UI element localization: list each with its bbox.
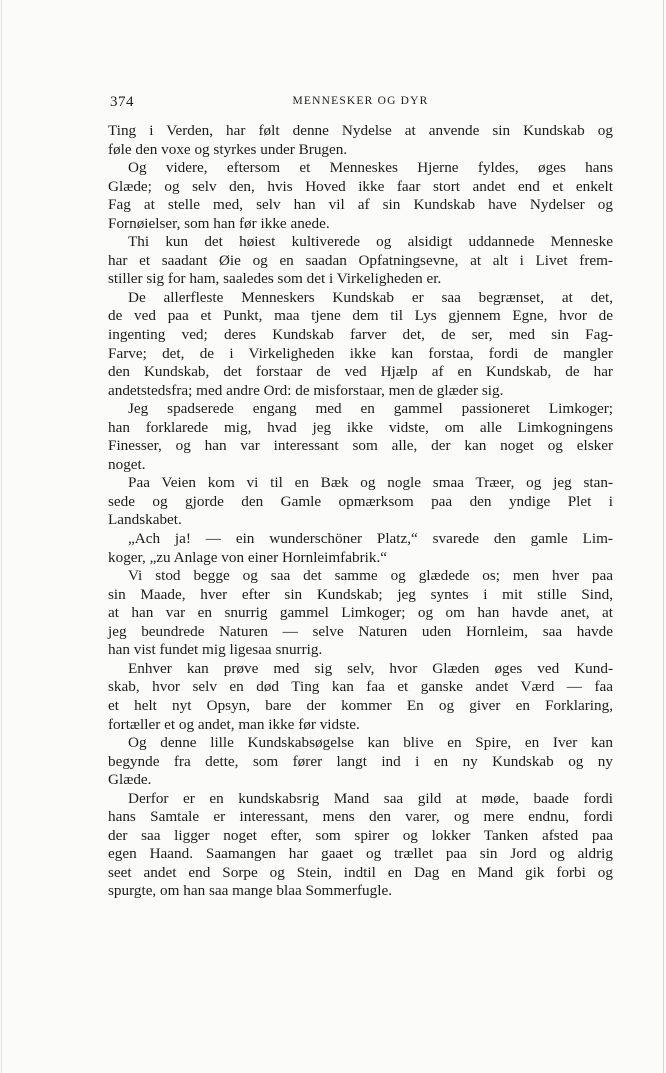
text-line: et helt nyt Opsyn, bare der kommer En og giver en Forklaring, [108, 696, 613, 714]
paragraph [108, 567, 613, 660]
text-line: seet andet end Sorpe og Stein, indtil en Dag en Mand gik forbi og [108, 863, 613, 881]
page-header [108, 94, 613, 112]
text-line: stiller sig for ham, saaledes som det i Virkeligheden er. [108, 270, 442, 288]
text-line: den Kundskab, det forstaar de ved Hjælp af en Kundskab, de har [108, 363, 613, 381]
text-line: Glæde; og selv den, hvis Hoved ikke faar stort andet end et enkelt [108, 177, 613, 195]
text-line: at han var en snurrig gammel Limkoger; og om han havde anet, at [108, 604, 613, 622]
text-line: jeg beundrede Naturen — selve Naturen uden Hornleim, saa havde [108, 622, 613, 640]
paragraph [108, 159, 613, 233]
page-edge-left [1, 0, 2, 1073]
text-line: Thi kun det høiest kultiverede og alsidigt uddannede Menneske [128, 233, 613, 251]
text-line: koger, „zu Anlage von einer Hornleimfabrik.“ [108, 548, 387, 566]
text-line: Glæde. [108, 771, 152, 789]
text-line: Og videre, eftersom et Menneskes Hjerne fyldes, øges hans [128, 159, 613, 177]
text-line: Ting i Verden, har følt denne Nydelse at anvende sin Kundskab og [108, 122, 613, 139]
text-line: sin Maade, hver efter sin Kundskab; jeg syntes i mit stille Sind, [108, 585, 613, 603]
text-line: Finesser, og han var interessant som alle, der kan noget og elsker [108, 437, 613, 455]
paragraph [108, 233, 613, 289]
text-line: Vi stod begge og saa det samme og glædede os; men hver paa [128, 567, 613, 585]
text-line: Og denne lille Kundskabsøgelse kan blive en Spire, en Iver kan [128, 734, 613, 752]
paragraph [108, 474, 613, 530]
paragraph [108, 734, 613, 790]
text-line: De allerfleste Menneskers Kundskab er saa begrænset, at det, [128, 288, 613, 306]
paragraph [108, 400, 613, 474]
text-line: Enhver kan prøve med sig selv, hvor Glæden øges ved Kund- [128, 659, 613, 677]
text-line: har et saadant Øie og en saadan Opfatningsevne, at alt i Livet frem- [108, 251, 613, 269]
page-number: 374 [110, 94, 134, 110]
text-line: føle den voxe og styrkes under Brugen. [108, 140, 348, 158]
text-line: „Ach ja! — ein wunderschöner Platz,“ svarede den gamle Lim- [128, 530, 613, 548]
text-line: de ved paa et Punkt, maa tjene dem til Lys gjennem Egne, hvor de [108, 307, 613, 325]
text-line: Paa Veien kom vi til en Bæk og nogle smaa Træer, og jeg stan- [128, 474, 613, 492]
paragraph [108, 660, 613, 734]
body-text [108, 122, 613, 901]
text-line: Fornøielser, som han før ikke anede. [108, 214, 330, 232]
text-line: Jeg spadserede engang med en gammel passioneret Limkoger; [128, 400, 613, 418]
text-line: han forklarede mig, hvad jeg ikke vidste, om alle Limkogningens [108, 418, 613, 436]
text-line: Landskabet. [108, 511, 182, 529]
running-head: MENNESKER OG DYR [292, 95, 429, 107]
text-line: han vist fundet mig ligesaa snurrig. [108, 641, 323, 659]
page-edge-right [663, 0, 664, 1073]
text-line: sede og gjorde den Gamle opmærksom paa den yndige Plet i [108, 492, 613, 510]
text-line: noget. [108, 455, 146, 473]
text-line: andetstedsfra; med andre Ord: de misforstaar, men de glæder sig. [108, 381, 504, 399]
text-line: ingenting ved; deres Kundskab farver det, de ser, med sin Fag- [108, 326, 613, 344]
text-line: Derfor er en kundskabsrig Mand saa gild at møde, baade fordi [128, 789, 613, 807]
text-line: skab, hvor selv en død Ting kan faa et ganske andet Værd — faa [108, 678, 613, 696]
paragraph [108, 790, 613, 901]
text-line: begynde fra dette, som fører langt ind i en ny Kundskab og ny [108, 752, 613, 770]
text-line: fortæller et og andet, man ikke før vidste. [108, 715, 360, 733]
text-line: der saa ligger noget efter, som spirer og lokker Tanken afsted paa [108, 826, 613, 844]
text-line: Fag at stelle med, selv han vil af sin Kundskab have Nydelser og [108, 196, 613, 214]
text-line: Farve; det, de i Virkeligheden ikke kan forstaa, fordi de mangler [108, 344, 613, 362]
text-line: egen Haand. Saamangen har gaaet og trællet paa sin Jord og aldrig [108, 845, 613, 863]
paragraph [108, 530, 613, 567]
paragraph [108, 122, 613, 159]
text-line: spurgte, om han saa mange blaa Sommerfugle. [108, 882, 392, 900]
text-line: hans Samtale er interessant, mens den varer, og mere endnu, fordi [108, 808, 613, 826]
paragraph [108, 289, 613, 400]
